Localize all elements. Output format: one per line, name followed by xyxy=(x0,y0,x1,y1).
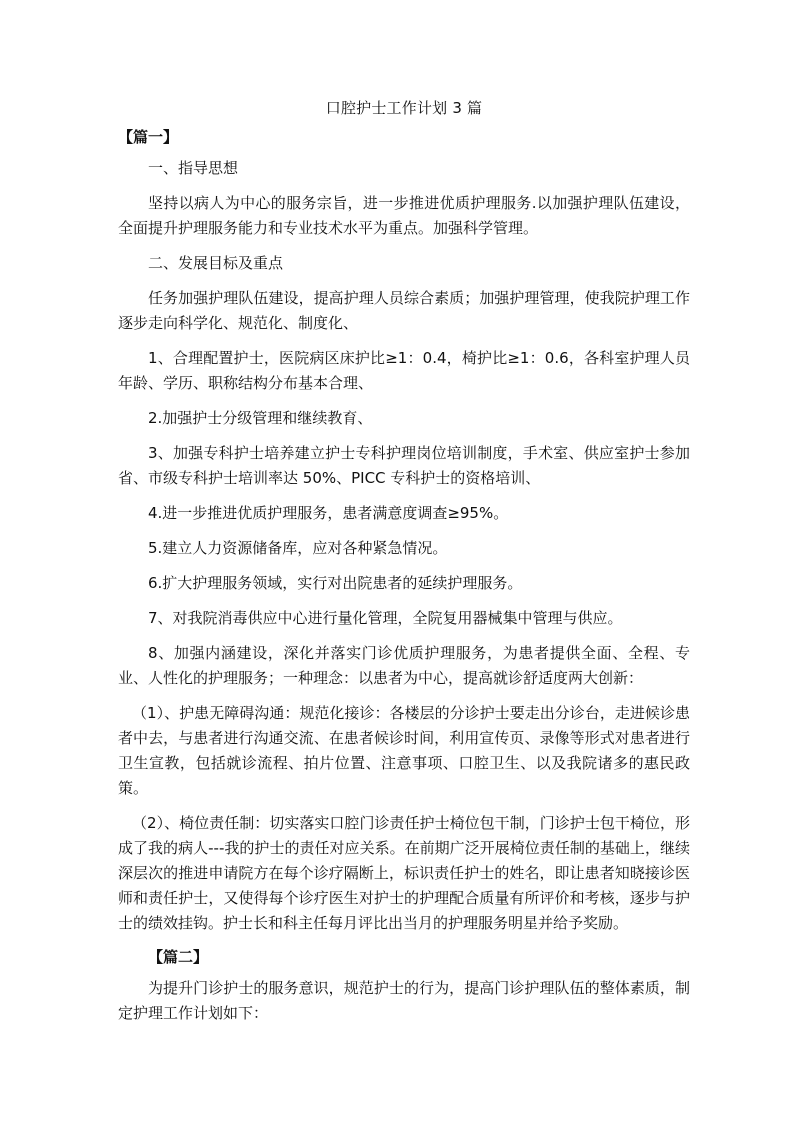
list-item-3: 3、加强专科护士培养建立护士专科护理岗位培训制度，手术室、供应室护士参加省、市级专科护士培训率达 50%、PICC 专科护士的资格培训、 xyxy=(118,444,690,487)
paragraph-principle-body: 坚持以病人为中心的服务宗旨，进一步推进优质护理服务.以加强护理队伍建设，全面提升护理服务能力和专业技术水平为重点。加强科学管理。 xyxy=(118,194,690,237)
list-item-5: 5.建立人力资源储备库，应对各种紧急情况。 xyxy=(148,539,448,557)
list-item-6: 6.扩大护理服务领域，实行对出院患者的延续护理服务。 xyxy=(148,574,523,592)
subitem-1: （1）、护患无障碍沟通：规范化接诊：各楼层的分诊护士要走出分诊台，走进候诊患者中去，与患者进行沟通交流、在患者候诊时间，利用宣传页、录像等形式对患者进行卫生宣教，包括就诊流程、拍片位置、注意事项、口腔卫生、以及我院诸多的惠民政策。 xyxy=(118,704,690,797)
subitem-2: （2）、椅位责任制：切实落实口腔门诊责任护士椅位包干制，门诊护士包干椅位，形成了我的病人---我的护士的责任对应关系。在前期广泛开展椅位责任制的基础上，继续深层次的推进申请院方在每个诊疗隔断上，标识责任护士的姓名，即让患者知晓接诊医师和责任护士，又使得每个诊疗医生对护士的护理配合质量有所评价和考核，逐步与护士的绩效挂钩。护士长和科主任每月评比出当月的护理服务明星并给予奖励。 xyxy=(118,814,690,932)
list-item-4: 4.进一步推进优质护理服务，患者满意度调查≥95%。 xyxy=(148,504,509,522)
heading-guiding-principle: 一、指导思想 xyxy=(148,159,239,177)
document-title: 口腔护士工作计划 3 篇 xyxy=(325,99,483,117)
list-item-8: 8、加强内涵建设，深化并落实门诊优质护理服务，为患者提供全面、全程、专业、人性化的护理服务；一种理念：以患者为中心，提高就诊舒适度两大创新： xyxy=(118,644,690,687)
list-item-7: 7、对我院消毒供应中心进行量化管理，全院复用器械集中管理与供应。 xyxy=(148,609,623,627)
section-heading-part1: 【篇一】 xyxy=(118,128,179,146)
section-heading-part2: 【篇二】 xyxy=(148,948,209,966)
paragraph-goals-body: 任务加强护理队伍建设，提高护理人员综合素质；加强护理管理，使我院护理工作逐步走向科学化、规范化、制度化、 xyxy=(118,289,690,332)
document-page xyxy=(118,96,690,1036)
list-item-1: 1、合理配置护士，医院病区床护比≥1：0.4，椅护比≥1：0.6，各科室护理人员年龄、学历、职称结构分布基本合理、 xyxy=(118,349,690,392)
paragraph-part2-intro: 为提升门诊护士的服务意识，规范护士的行为，提高门诊护理队伍的整体素质，制定护理工作计划如下： xyxy=(118,979,690,1022)
list-item-2: 2.加强护士分级管理和继续教育、 xyxy=(148,409,373,427)
heading-goals: 二、发展目标及重点 xyxy=(148,254,284,272)
